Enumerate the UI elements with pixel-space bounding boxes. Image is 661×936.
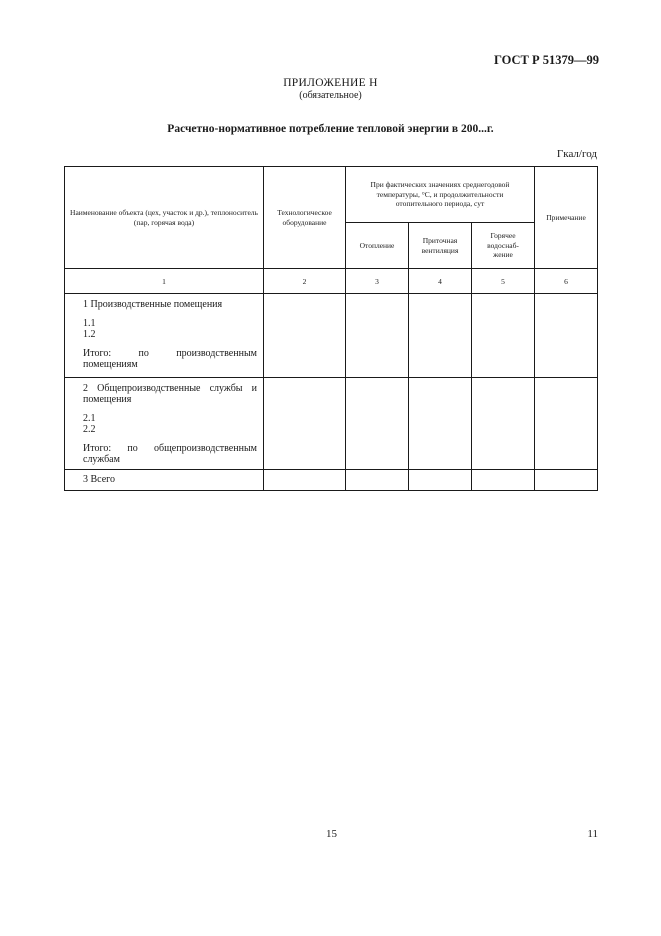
table-cell bbox=[346, 294, 409, 378]
table-cell bbox=[472, 470, 535, 491]
header-ventilation: Приточная вентиляция bbox=[409, 223, 472, 269]
list-item: 1.1 bbox=[83, 318, 96, 329]
column-number-5: 5 bbox=[472, 269, 535, 294]
table-cell bbox=[409, 294, 472, 378]
header-hot-water: Горячее водоснаб-жение bbox=[472, 223, 535, 269]
unit-label: Гкал/год bbox=[556, 148, 597, 160]
table-cell bbox=[472, 294, 535, 378]
appendix-subtitle: (обязательное) bbox=[299, 90, 362, 101]
column-number-2: 2 bbox=[264, 269, 346, 294]
list-item: 1.2 bbox=[83, 329, 96, 340]
consumption-table bbox=[64, 166, 598, 491]
header-notes: Примечание bbox=[535, 167, 598, 269]
column-number-3: 3 bbox=[346, 269, 409, 294]
list-item: 2.2 bbox=[83, 424, 96, 435]
table-cell bbox=[264, 470, 346, 491]
section-cell bbox=[65, 378, 264, 470]
table-cell bbox=[472, 378, 535, 470]
section-total: Итого: по общепроизводственным службам bbox=[83, 443, 257, 465]
table-row bbox=[65, 470, 598, 491]
grand-total-label: 3 Всего bbox=[83, 474, 116, 485]
table-cell bbox=[346, 470, 409, 491]
list-item: 2.1 bbox=[83, 413, 96, 424]
header-group-conditions: При фактических значениях среднегодовой температуры, °С, и продолжительности отопительного периода, сут bbox=[346, 167, 535, 223]
header-object-name: Наименование объекта (цех, участок и др.), теплоноситель (пар, горячая вода) bbox=[65, 167, 264, 269]
column-number-6: 6 bbox=[535, 269, 598, 294]
table-title: Расчетно-нормативное потребление тепловой энергии в 200...г. bbox=[167, 123, 494, 135]
column-number-4: 4 bbox=[409, 269, 472, 294]
table-cell bbox=[535, 294, 598, 378]
header-equipment: Технологическое оборудование bbox=[264, 167, 346, 269]
column-number-1: 1 bbox=[65, 269, 264, 294]
table-row bbox=[65, 294, 598, 378]
page-number-right: 11 bbox=[587, 828, 598, 840]
section-cell bbox=[65, 294, 264, 378]
table-cell bbox=[346, 378, 409, 470]
table-cell bbox=[535, 470, 598, 491]
appendix-title: ПРИЛОЖЕНИЕ Н bbox=[283, 77, 378, 89]
table-cell bbox=[264, 294, 346, 378]
section-total: Итого: по производственным помещениям bbox=[83, 348, 257, 370]
table-row bbox=[65, 378, 598, 470]
table-cell bbox=[409, 378, 472, 470]
header-heating: Отопление bbox=[346, 223, 409, 269]
page-number-center: 15 bbox=[326, 828, 337, 840]
section-heading: 2 Общепроизводственные службы и помещения bbox=[83, 383, 257, 405]
table-cell bbox=[535, 378, 598, 470]
document-number: ГОСТ Р 51379—99 bbox=[493, 53, 599, 67]
table-cell bbox=[409, 470, 472, 491]
section-heading: 1 Производственные помещения bbox=[83, 299, 223, 310]
grand-total-cell bbox=[65, 470, 264, 491]
table-cell bbox=[264, 378, 346, 470]
